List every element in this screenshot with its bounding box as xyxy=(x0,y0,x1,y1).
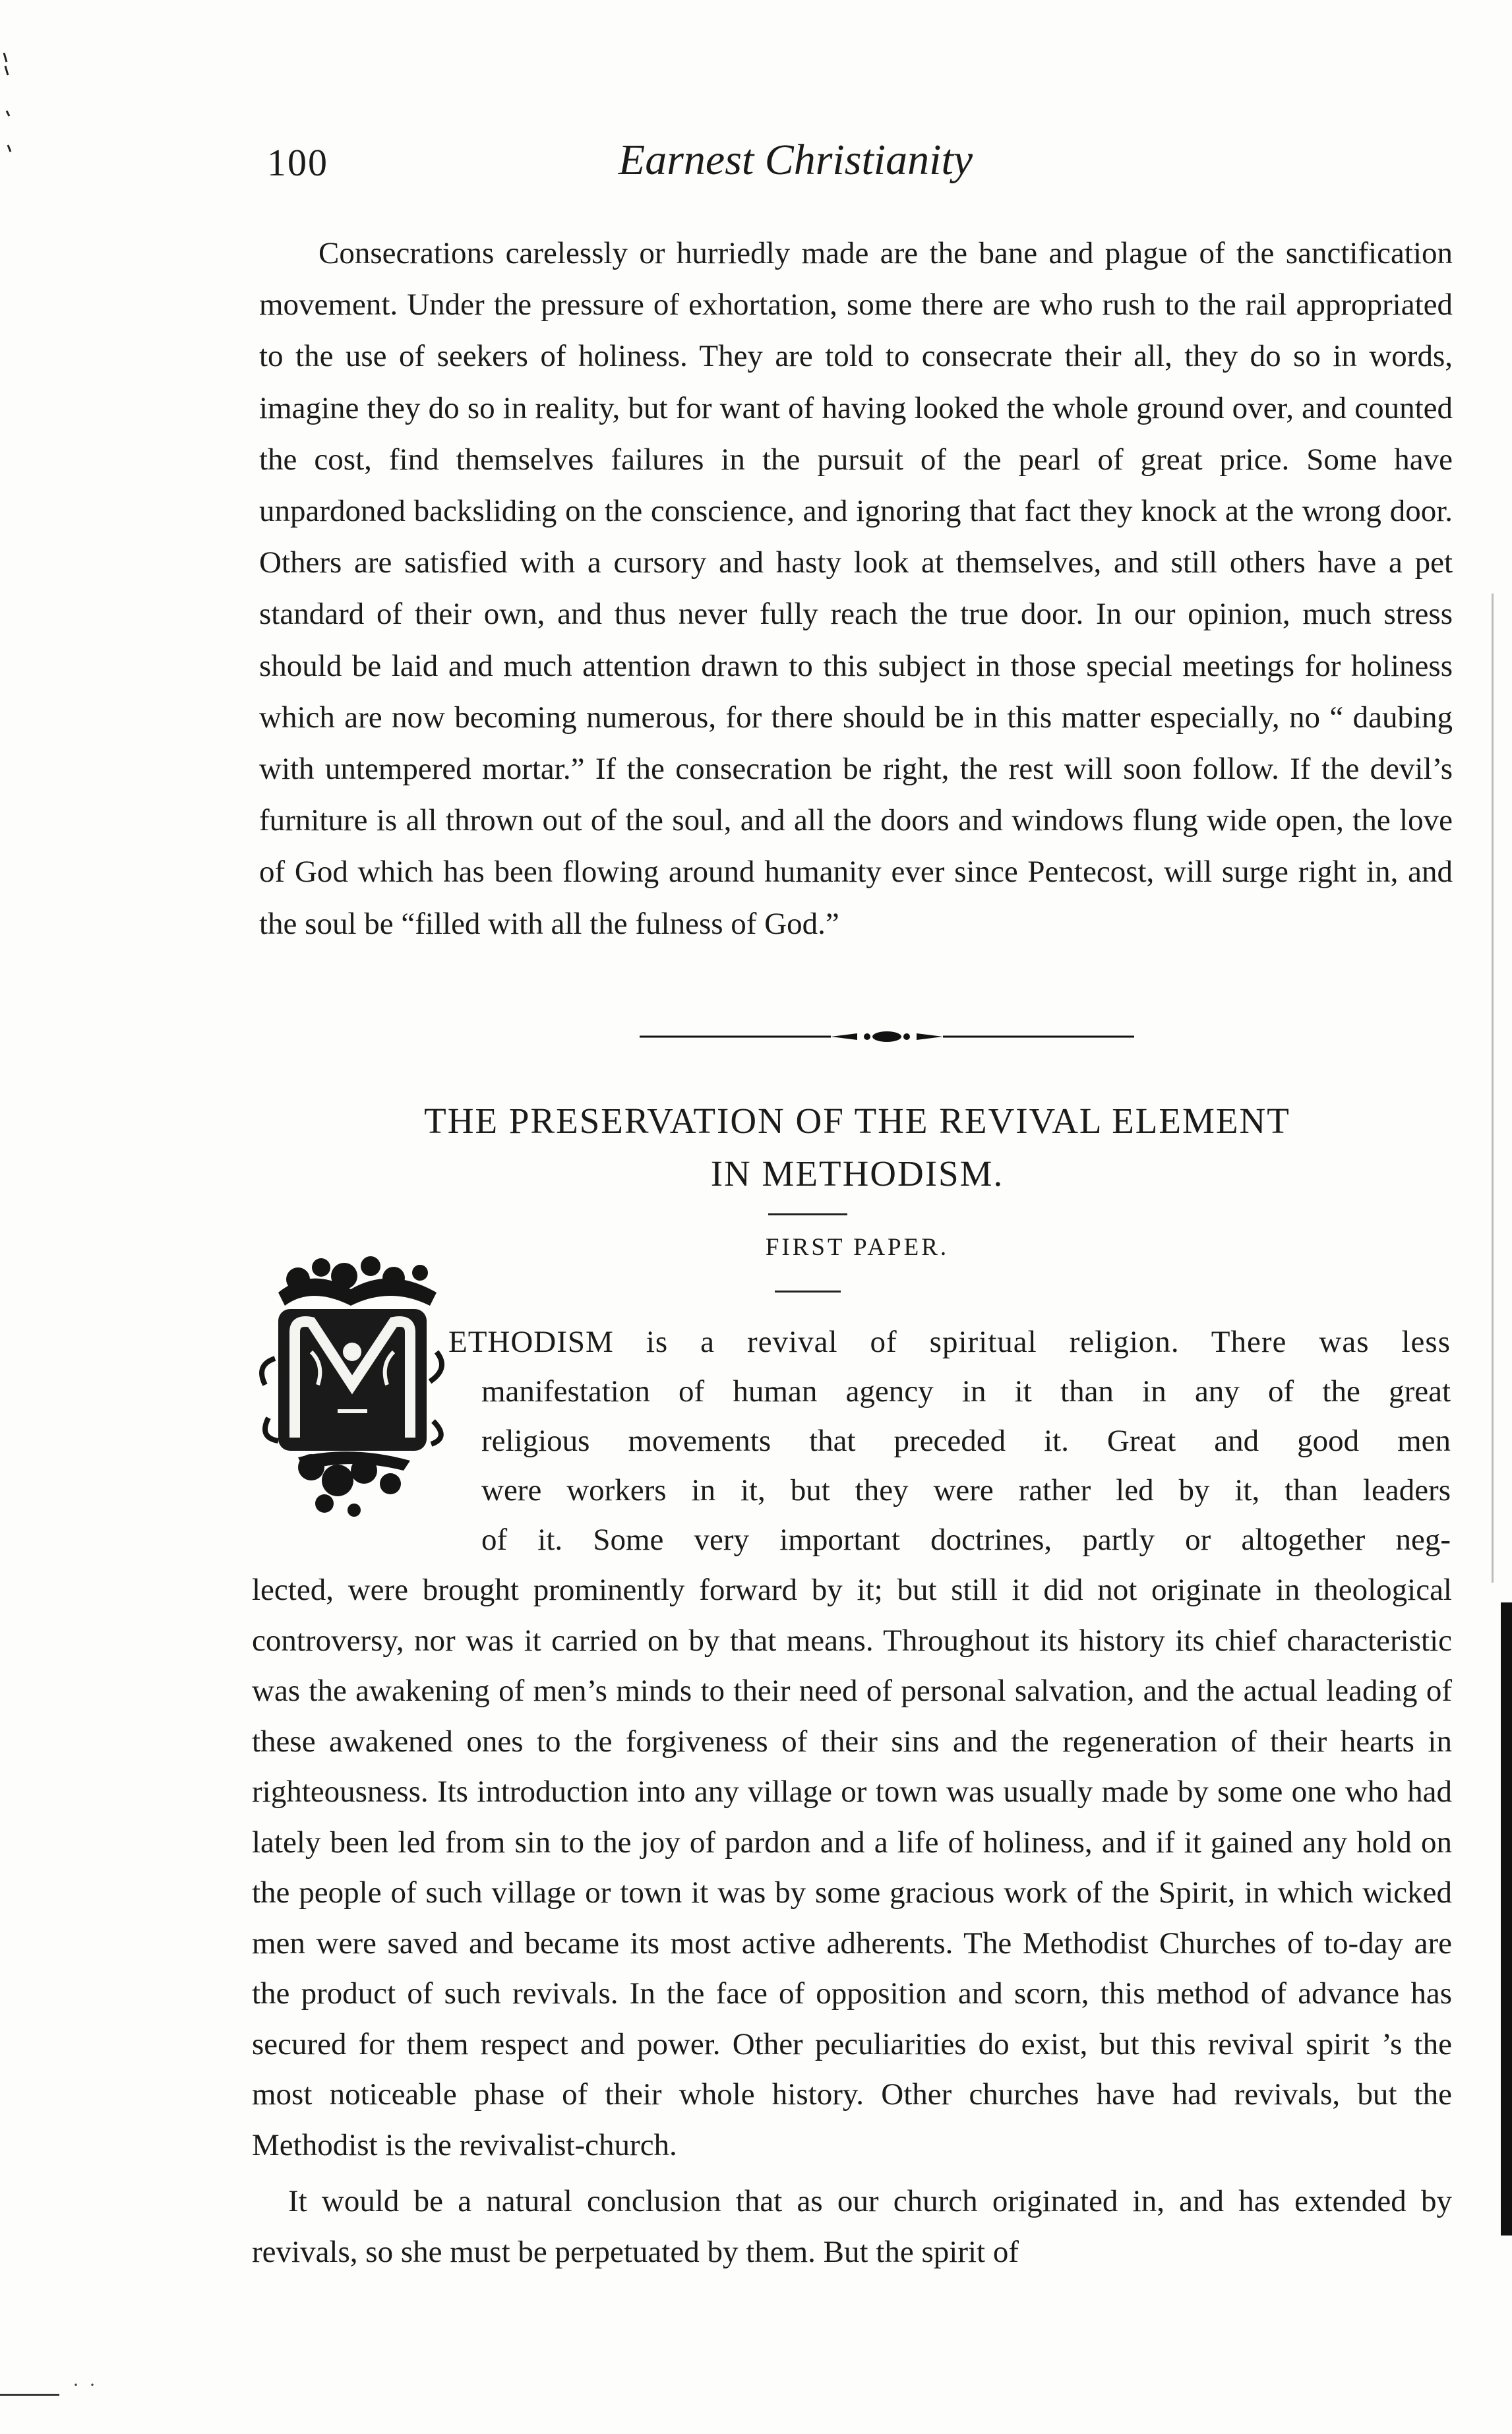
scan-bottom-dots: · · xyxy=(73,2374,96,2396)
page-number: 100 xyxy=(267,141,328,184)
paragraph-text: Consecrations carelessly or hurriedly made are the bane and plague of the sanctification movement. Under the pressure of exhortation, some there are who rush to the rail appropriated to the use of seekers of holiness. They are told to consecrate their all, they do so in words, imagine they do so in reality, but for want of having looked the whole ground over, and counted the cost, find themselves failures in the pursuit of the pearl of great price. Some have unpardoned backsliding on the conscience, and ignoring that fact they knock at the wrong door. Others are satisfied with a cursory and hasty look at themselves, and still others have a pet standard of their own, and thus never fully reach the true door. In our opinion, much stress should be laid and much attention drawn to this subject in those special meetings for holiness which are now becoming numerous, for there should be in this matter especially, no “ daubing with untempered mortar.” If the consecration be right, the rest will soon follow. If the devil’s furniture is all thrown out of the soul, and all the doors and windows flung wide open, the love of God which has been flowing around humanity ever since Pentecost, will surge right in, and the soul be “filled with all the fulness of God.” xyxy=(259,236,1453,941)
title-rule xyxy=(768,1213,847,1215)
running-title: Earnest Christianity xyxy=(618,136,973,184)
paragraph-methodism xyxy=(252,1565,1452,2170)
lead-line: of it. Some very important doctrines, partly or altogether neg- xyxy=(481,1523,1451,1557)
drop-cap-ornament xyxy=(258,1253,446,1523)
lead-line: manifestation of human agency in it than in any of the great xyxy=(481,1374,1451,1409)
paragraph-text: It would be a natural conclusion that as our church originated in, and has extended by revivals, so she must be perpetuated by them. But the spirit of xyxy=(252,2184,1452,2269)
drop-cap-lead-lines xyxy=(448,1318,1451,1565)
paragraph-consecration xyxy=(259,228,1453,950)
article-subtitle: FIRST PAPER. xyxy=(765,1234,950,1261)
subtitle-rule xyxy=(775,1291,841,1293)
paragraph-text: lected, were brought prominently forward by it; but still it did not originate in theological controversy, nor was it carried on by that means. Throughout its history its chief characteristic was the awakening of men’s minds to their need of personal salvation, and the actual leading of these awakened ones to the forgiveness of their sins and the regeneration of their hearts in righteousness. Its introduction into any village or town was usually made by some one who had lately been led from sin to the joy of pardon and a life of holiness, and if it gained any hold on the people of such village or town it was by some gracious work of the Spirit, in which wicked men were saved and became its most active adherents. The Methodist Churches of to-day are the product of such revivals. In the face of opposition and scorn, this method of advance has secured for them respect and power. Other peculiarities do exist, but this revival spirit ’s the most noticeable phase of their whole history. Other churches have had revivals, but the Methodist is the revivalist-church. xyxy=(252,1573,1452,2162)
lead-line: ETHODISM is a revival of spiritual religion. There was less xyxy=(448,1325,1451,1359)
scan-bottom-mark xyxy=(0,2394,59,2396)
ornament-divider xyxy=(640,1030,1134,1043)
article-title-line-2: IN METHODISM. xyxy=(710,1153,1004,1194)
paragraph-conclusion xyxy=(252,2176,1452,2278)
lead-line: religious movements that preceded it. Great and good men xyxy=(481,1424,1451,1458)
scan-gutter-shadow xyxy=(1492,593,1494,1583)
scan-edge-bar xyxy=(1501,1602,1512,2236)
article-title-line-1: THE PRESERVATION OF THE REVIVAL ELEMENT xyxy=(424,1101,1290,1141)
lead-line: were workers in it, but they were rather led by it, than leaders xyxy=(481,1473,1451,1507)
